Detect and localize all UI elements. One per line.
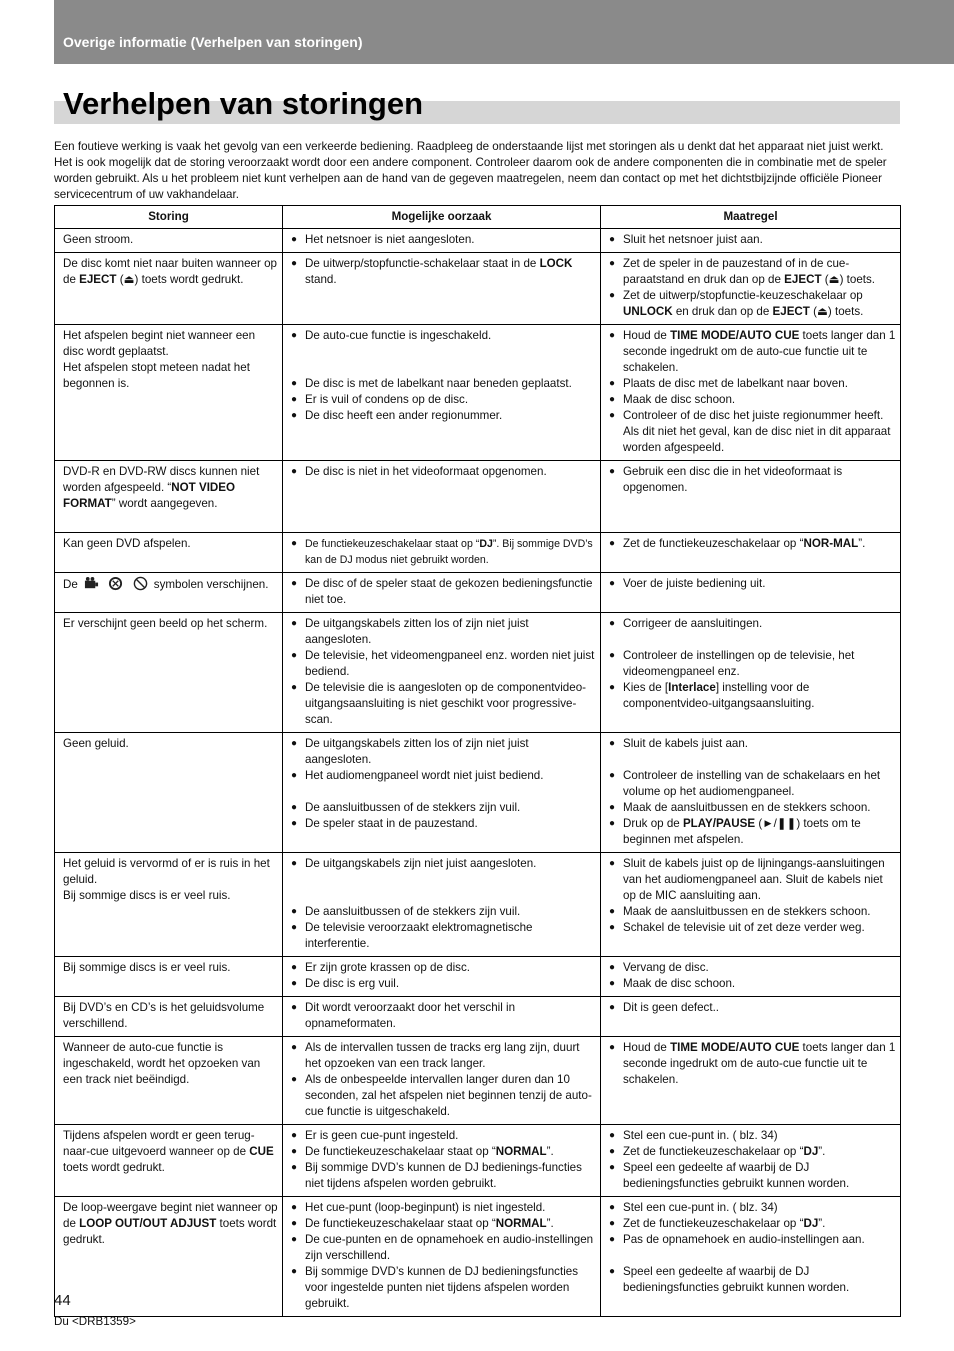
list-item: ● Er is vuil of condens op de disc. [291,392,596,408]
table-header-row [55,206,901,229]
list-item: ● De disc heeft een ander regionummer. [291,408,596,424]
storing-cell: Kan geen DVD afspelen. [55,533,283,573]
list-item: ● Houd de TIME MODE/AUTO CUE toets langer dan 1 seconde ingedrukt om de auto-cue functie uit te schakelen. [609,1040,896,1088]
storing-cell: Bij DVD’s en CD’s is het geluidsvolume verschillend. [55,997,283,1037]
storing-cell: Wanneer de auto-cue functie is ingeschakeld, wordt het opzoeken van een track niet beëindigd. [55,1037,283,1125]
table-row [55,613,901,733]
list-item: ● Controleer of de disc het juiste regionummer heeft. Als dit niet het geval, kan de disc niet in dit apparaat worden afgespeeld. [609,408,896,456]
table-row [55,461,901,533]
list-item: ● Bij sommige DVD’s kunnen de DJ bedienings-functies niet tijdens afspelen worden gebruikt. [291,1160,596,1192]
prohibited-icon [133,576,148,591]
oorzaak-cell [283,1197,601,1317]
list-item: ● Voer de juiste bediening uit. [609,576,896,592]
column-header-storing: Storing [55,206,283,229]
maatregel-cell [601,461,901,533]
oorzaak-cell [283,853,601,957]
list-item: ● De uitgangskabels zitten los of zijn niet juist aangesloten. [291,736,596,768]
list-item: ● De functiekeuzeschakelaar staat op “DJ”. Bij sommige DVD’s kan de DJ modus niet gebruikt worden. [291,536,596,568]
maatregel-cell [601,613,901,733]
list-item: ● Als de intervallen tussen de tracks erg lang zijn, duurt het opzoeken van een track langer. [291,1040,596,1072]
storing-cell: De symbolen verschijnen. [55,573,283,613]
oorzaak-cell [283,997,601,1037]
list-item: ● Maak de disc schoon. [609,392,896,408]
table-row [55,1037,901,1125]
oorzaak-cell [283,613,601,733]
storing-cell: Geen geluid. [55,733,283,853]
list-item: ● Controleer de instelling van de schakelaars en het volume op het audiomengpaneel. [609,768,896,800]
list-item: ● De aansluitbussen of de stekkers zijn vuil. [291,904,596,920]
page-number: 44 [54,1292,71,1309]
list-item: ● De disc is met de labelkant naar beneden geplaatst. [291,376,596,392]
list-item: ● Het netsnoer is niet aangesloten. [291,232,596,248]
list-item: ● Dit wordt veroorzaakt door het verschil in opnameformaten. [291,1000,596,1032]
list-item: ● Vervang de disc. [609,960,896,976]
list-item: ● De disc of de speler staat de gekozen bedieningsfunctie niet toe. [291,576,596,608]
oorzaak-cell [283,253,601,325]
list-item: ● De disc is niet in het videoformaat opgenomen. [291,464,596,480]
list-item: ● De disc is erg vuil. [291,976,596,992]
maatregel-cell [601,1197,901,1317]
maatregel-cell [601,1125,901,1197]
list-item: ● De auto-cue functie is ingeschakeld. [291,328,596,344]
list-item: ● Druk op de PLAY/PAUSE (►/❚❚) toets om te beginnen met afspelen. [609,816,896,848]
maatregel-cell [601,533,901,573]
maatregel-cell [601,853,901,957]
list-item: ● Het cue-punt (loop-beginpunt) is niet ingesteld. [291,1200,596,1216]
table-row [55,1197,901,1317]
table-row [55,253,901,325]
list-item: ● Houd de TIME MODE/AUTO CUE toets langer dan 1 seconde ingedrukt om de auto-cue functie uit te schakelen. [609,328,896,376]
list-item: ● Gebruik een disc die in het videoformaat is opgenomen. [609,464,896,496]
list-item: ● Maak de disc schoon. [609,976,896,992]
list-item: ● Controleer de instellingen op de televisie, het videomengpaneel enz. [609,648,896,680]
list-item: ● Zet de uitwerp/stopfunctie-keuzeschakelaar op UNLOCK en druk dan op de EJECT (⏏) toets. [609,288,896,320]
oorzaak-cell [283,229,601,253]
oorzaak-cell [283,533,601,573]
list-item: ● Bij sommige DVD’s kunnen de DJ bedieningsfuncties voor ingestelde punten niet tijdens afspelen worden gebruikt. [291,1264,596,1312]
section-header-title: Overige informatie (Verhelpen van storingen) [63,34,363,50]
list-item: ● Er zijn grote krassen op de disc. [291,960,596,976]
maatregel-cell [601,733,901,853]
document-code: Du <DRB1359> [54,1315,136,1328]
angle-icon [84,576,99,591]
oorzaak-cell [283,573,601,613]
list-item: ● Corrigeer de aansluitingen. [609,616,896,632]
oorzaak-cell [283,733,601,853]
list-item: ● Plaats de disc met de labelkant naar boven. [609,376,896,392]
list-item: ● Zet de functiekeuzeschakelaar op “NOR-MAL”. [609,536,896,552]
list-item: ● De televisie, het videomengpaneel enz. worden niet juist bediend. [291,648,596,680]
list-item: ● Maak de aansluitbussen en de stekkers schoon. [609,800,896,816]
column-header-maatregel: Maatregel [601,206,901,229]
storing-cell: De disc komt niet naar buiten wanneer op de EJECT (⏏) toets wordt gedrukt. [55,253,283,325]
list-item: ● De televisie veroorzaakt elektromagnetische interferentie. [291,920,596,952]
list-item: ● De cue-punten en de opnamehoek en audio-instellingen zijn verschillend. [291,1232,596,1264]
list-item: ● De uitwerp/stopfunctie-schakelaar staat in de LOCK stand. [291,256,596,288]
list-item: ● Sluit de kabels juist op de lijningangs-aansluitingen van het audiomengpaneel aan. Sluit de kabels niet op de MIC aansluiting aan. [609,856,896,904]
oorzaak-cell [283,1125,601,1197]
list-item: ● Schakel de televisie uit of zet deze verder weg. [609,920,896,936]
list-item: ● Stel een cue-punt in. ( blz. 34) [609,1200,896,1216]
storing-cell: Het afspelen begint niet wanneer een disc wordt geplaatst. Het afspelen stopt meteen nadat het begonnen is. [55,325,283,461]
section-header-bar [54,0,954,64]
table-row [55,533,901,573]
list-item: ● Pas de opnamehoek en audio-instellingen aan. [609,1232,896,1248]
list-item: ● De functiekeuzeschakelaar staat op “NORMAL”. [291,1216,596,1232]
list-item: ● Sluit het netsnoer juist aan. [609,232,896,248]
maatregel-cell [601,253,901,325]
list-item: ● Stel een cue-punt in. ( blz. 34) [609,1128,896,1144]
list-item: ● De televisie die is aangesloten op de componentvideo-uitgangsaansluiting is niet geschikt voor progressive-scan. [291,680,596,728]
intro-paragraph: Een foutieve werking is vaak het gevolg van een verkeerde bediening. Raadpleeg de onderstaande lijst met storingen als u denkt dat het apparaat niet juist werkt. Het is ook mogelijk dat de storing veroorzaakt wordt door een andere component. Controleer daarom ook de andere componenten die in combinatie met de speler worden gebruikt. Als u het probleem niet kunt verhelpen aan de hand van de gegeven maatregelen, neem dan contact op met het dichtstbijzijnde officiële Pioneer servicecentrum of uw vakhandelaar. [54,140,887,201]
list-item: ● Er is geen cue-punt ingesteld. [291,1128,596,1144]
table-row [55,997,901,1037]
storing-cell: De loop-weergave begint niet wanneer op de LOOP OUT/OUT ADJUST toets wordt gedrukt. [55,1197,283,1317]
list-item: ● De speler staat in de pauzestand. [291,816,596,832]
storing-cell: Tijdens afspelen wordt er geen terug-naar-cue uitgevoerd wanneer op de CUE toets wordt gedrukt. [55,1125,283,1197]
oorzaak-cell [283,1037,601,1125]
table-row [55,229,901,253]
list-item: ● Speel een gedeelte af waarbij de DJ bedieningsfuncties gebruikt kunnen worden. [609,1160,896,1192]
list-item: ● De uitgangskabels zijn niet juist aangesloten. [291,856,596,872]
list-item: ● Zet de speler in de pauzestand of in de cue-paraatstand en druk dan op de EJECT (⏏) toets. [609,256,896,288]
table-row [55,573,901,613]
storing-cell: Het geluid is vervormd of er is ruis in het geluid. Bij sommige discs is er veel ruis. [55,853,283,957]
table-row [55,1125,901,1197]
storing-cell: Bij sommige discs is er veel ruis. [55,957,283,997]
maatregel-cell [601,573,901,613]
list-item: ● Het audiomengpaneel wordt niet juist bediend. [291,768,596,784]
list-item: ● Sluit de kabels juist aan. [609,736,896,752]
column-header-oorzaak: Mogelijke oorzaak [283,206,601,229]
maatregel-cell [601,1037,901,1125]
maatregel-cell [601,325,901,461]
maatregel-cell [601,997,901,1037]
oorzaak-cell [283,325,601,461]
page-title: Verhelpen van storingen [63,86,424,121]
list-item: ● Zet de functiekeuzeschakelaar op “DJ”. [609,1144,896,1160]
oorzaak-cell [283,957,601,997]
storing-cell: DVD-R en DVD-RW discs kunnen niet worden afgespeeld. “NOT VIDEO FORMAT” wordt aangegeven. [55,461,283,533]
list-item: ● Kies de [Interlace] instelling voor de componentvideo-uitgangsaansluiting. [609,680,896,712]
storing-cell: Geen stroom. [55,229,283,253]
audio-icon [108,576,123,591]
maatregel-cell [601,229,901,253]
list-item: ● De functiekeuzeschakelaar staat op “NORMAL”. [291,1144,596,1160]
storing-cell: Er verschijnt geen beeld op het scherm. [55,613,283,733]
troubleshooting-table [54,205,901,1317]
table-row [55,733,901,853]
list-item: ● Zet de functiekeuzeschakelaar op “DJ”. [609,1216,896,1232]
list-item: ● Als de onbespeelde intervallen langer duren dan 10 seconden, zal het afspelen niet beginnen tenzij de auto-cue functie is uitgeschakeld. [291,1072,596,1120]
list-item: ● De aansluitbussen of de stekkers zijn vuil. [291,800,596,816]
list-item: ● Maak de aansluitbussen en de stekkers schoon. [609,904,896,920]
oorzaak-cell [283,461,601,533]
list-item: ● Speel een gedeelte af waarbij de DJ bedieningsfuncties gebruikt kunnen worden. [609,1264,896,1296]
maatregel-cell [601,957,901,997]
table-row [55,853,901,957]
list-item: ● De uitgangskabels zitten los of zijn niet juist aangesloten. [291,616,596,648]
table-row [55,957,901,997]
list-item: ● Dit is geen defect.. [609,1000,896,1016]
table-row [55,325,901,461]
